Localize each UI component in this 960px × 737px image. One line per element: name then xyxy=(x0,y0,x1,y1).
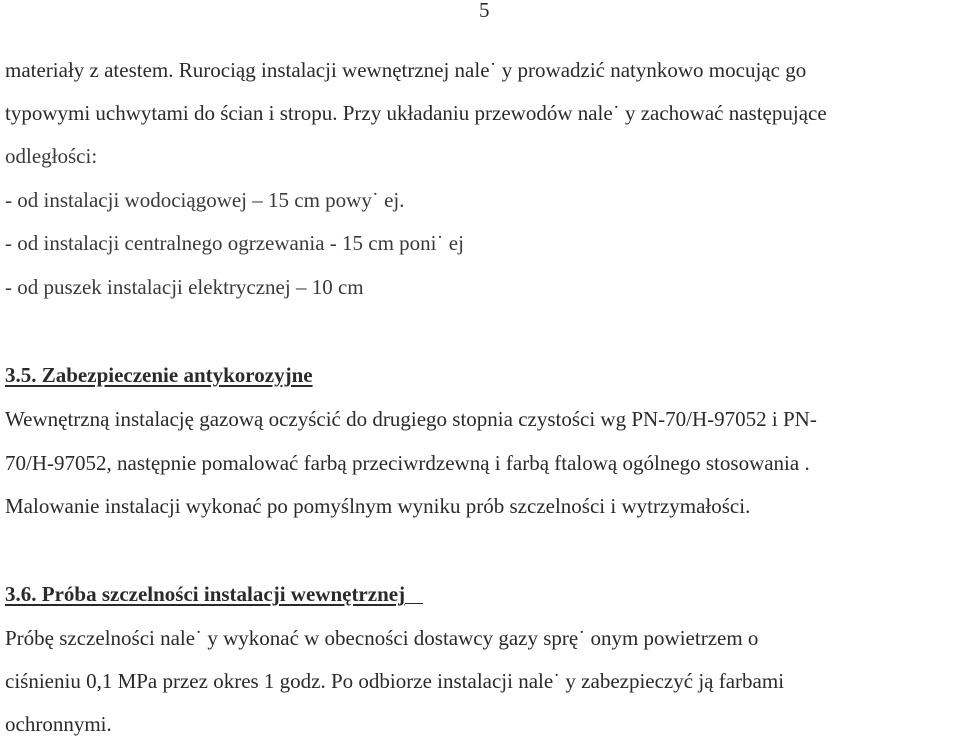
list-item: - od instalacji wodociągowej – 15 cm powy˙ ej. xyxy=(5,188,405,212)
section-heading-3-5: 3.5. Zabezpieczenie antykorozyjne xyxy=(5,363,313,387)
paragraph-line: typowymi uchwytami do ścian i stropu. Przy układaniu przewodów nale˙ y zachować następujące xyxy=(5,101,827,125)
page-number: 5 xyxy=(479,0,490,22)
paragraph-line: odległości: xyxy=(5,144,98,168)
paragraph-line: Malowanie instalacji wykonać po pomyślnym wyniku prób szczelności i wytrzymałości. xyxy=(5,494,751,518)
paragraph-line: Wewnętrzną instalację gazową oczyścić do drugiego stopnia czystości wg PN-70/H-97052 i PN- xyxy=(5,407,817,431)
list-item: - od puszek instalacji elektrycznej – 10 cm xyxy=(5,275,364,299)
heading-underline-tail xyxy=(405,582,423,604)
section-heading-3-6 xyxy=(5,582,423,606)
paragraph-line: ciśnieniu 0,1 MPa przez okres 1 godz. Po odbiorze instalacji nale˙ y zabezpieczyć ją farbami xyxy=(5,669,785,693)
paragraph-line: Próbę szczelności nale˙ y wykonać w obecności dostawcy gazy sprę˙ onym powietrzem o xyxy=(5,626,759,650)
section-heading-text: 3.6. Próba szczelności instalacji wewnętrznej xyxy=(5,582,406,606)
paragraph-line: ochronnymi. xyxy=(5,712,112,736)
paragraph-line: materiały z atestem. Rurociąg instalacji wewnętrznej nale˙ y prowadzić natynkowo mocując go xyxy=(5,58,807,82)
list-item: - od instalacji centralnego ogrzewania - 15 cm poni˙ ej xyxy=(5,231,464,255)
paragraph-line: 70/H-97052, następnie pomalować farbą przeciwrdzewną i farbą ftalową ogólnego stosowania . xyxy=(5,451,810,475)
